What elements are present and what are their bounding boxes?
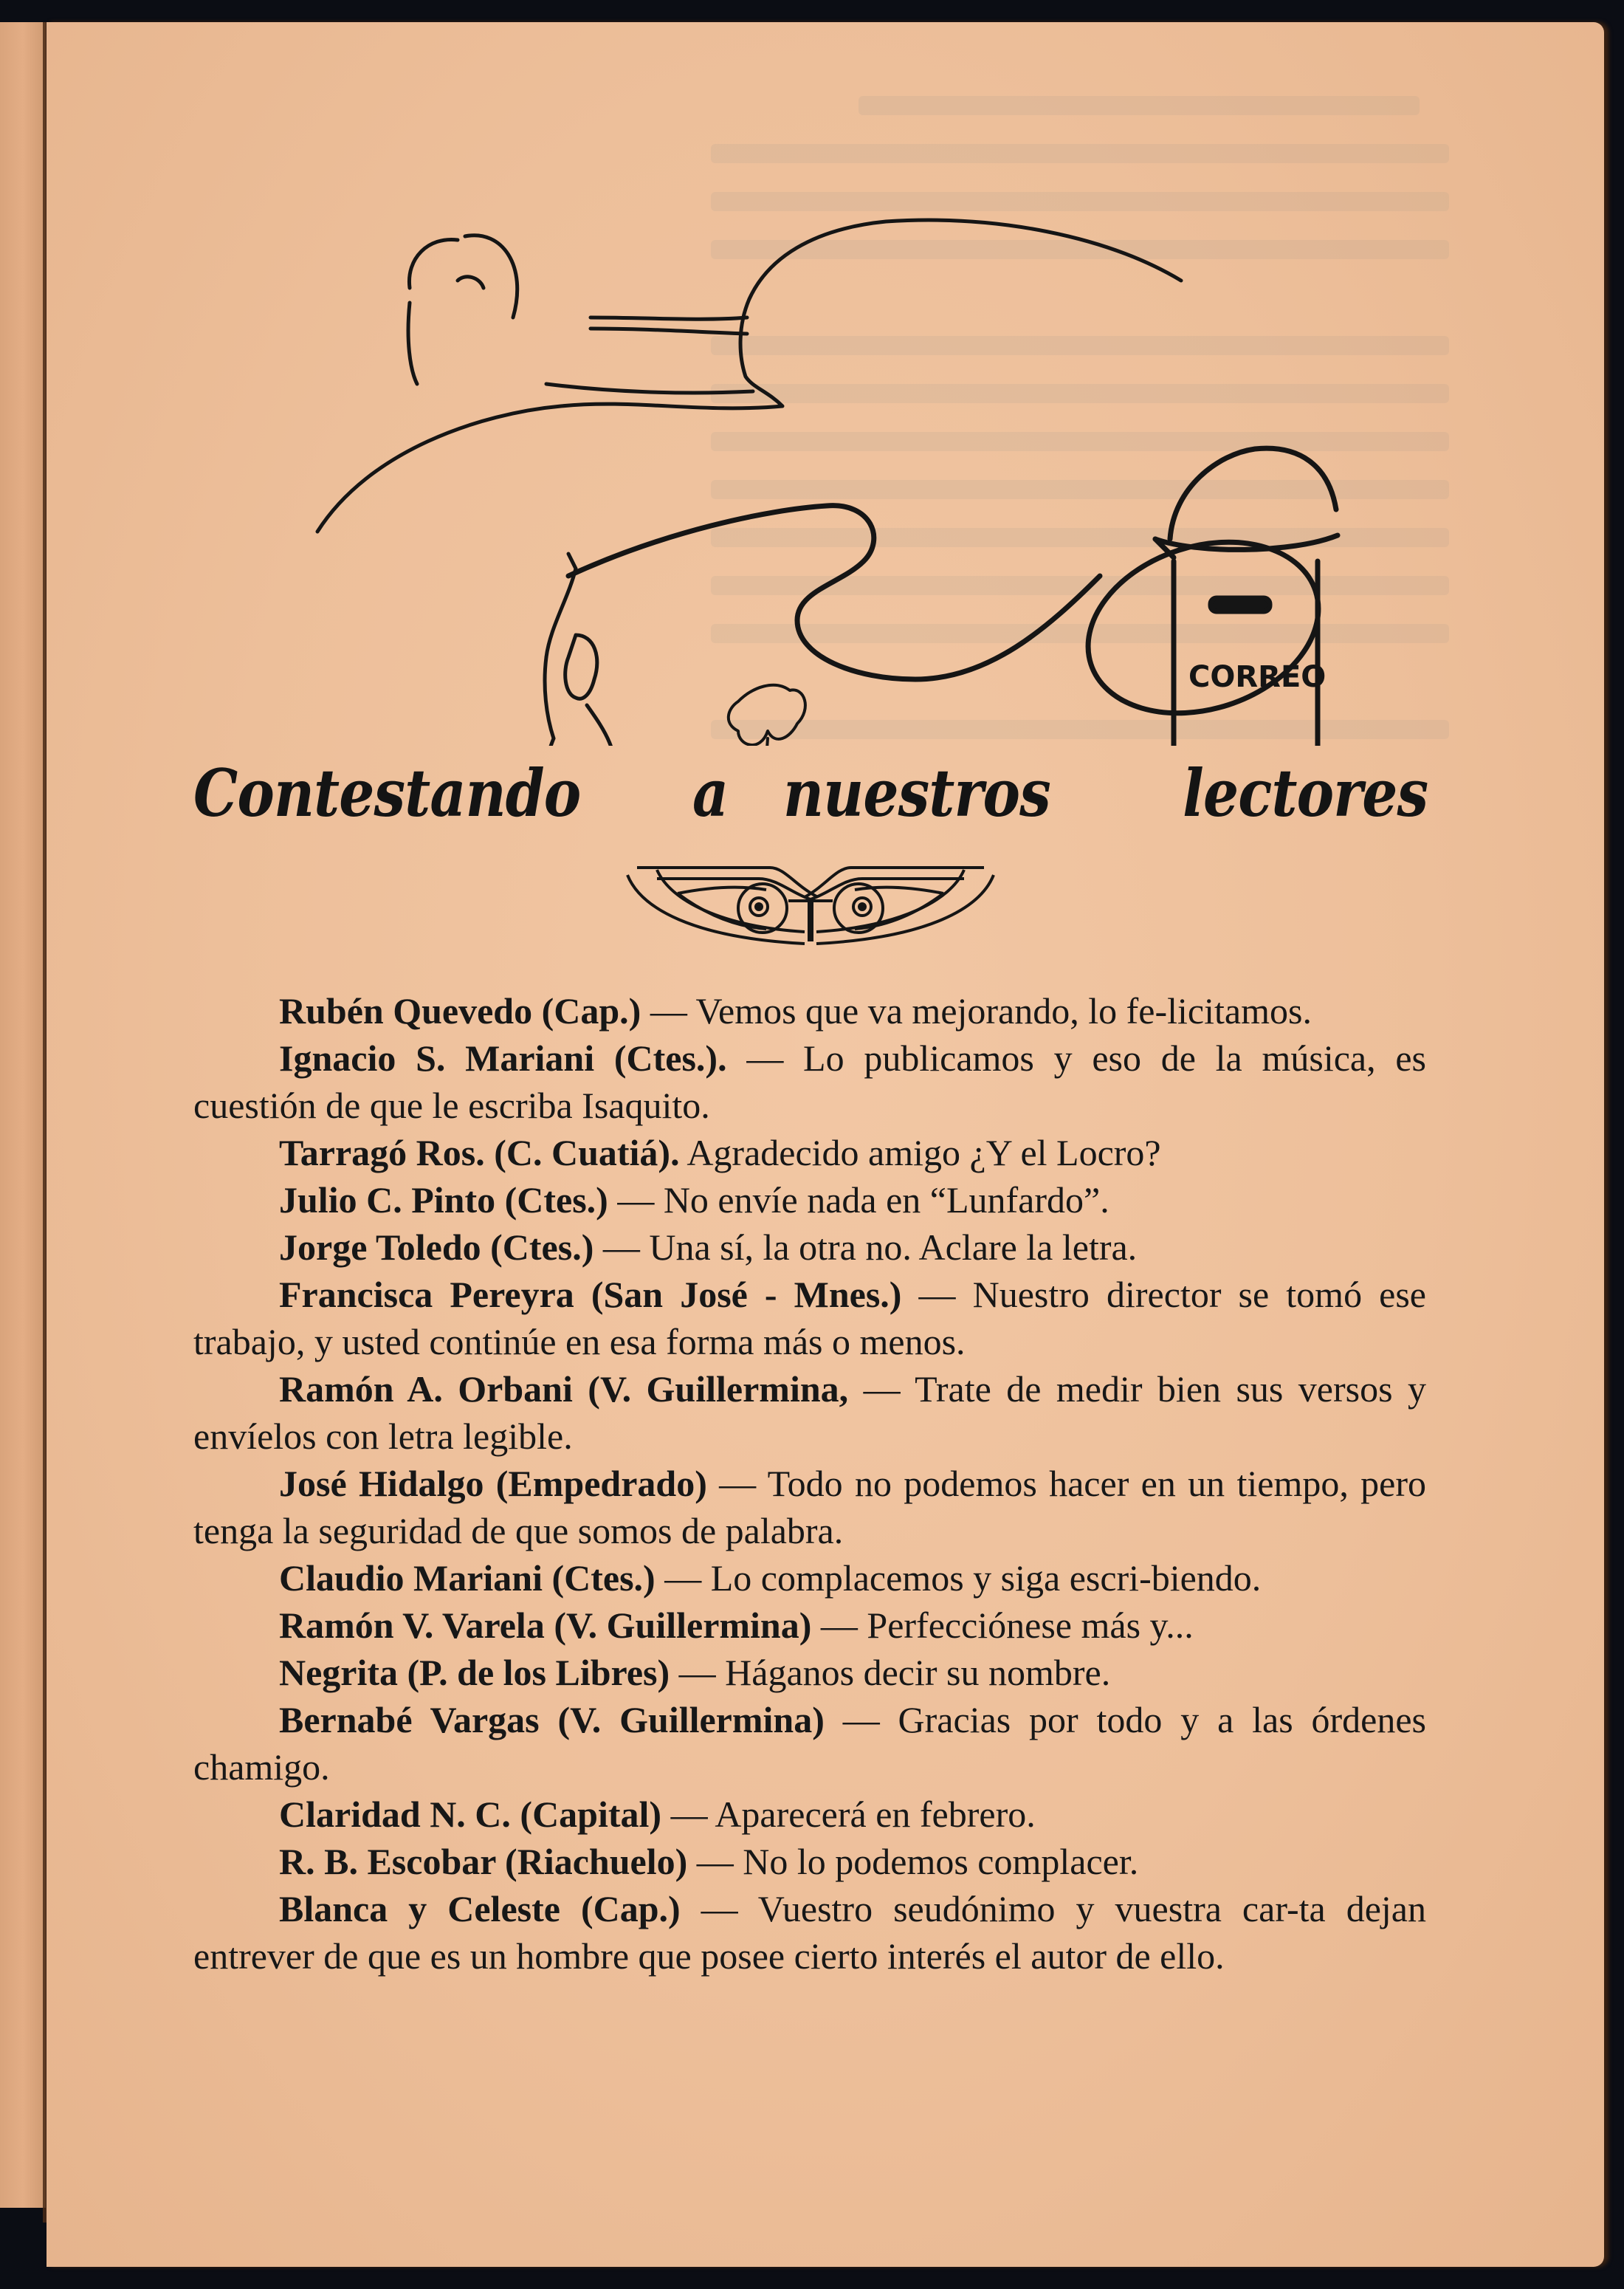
show-through-texture (859, 96, 1420, 115)
reader-name: Claudio Mariani (Ctes.) (279, 1557, 656, 1599)
reader-name: Francisca Pereyra (San José - Mnes.) (279, 1274, 902, 1315)
reply-text: — Vemos que va mejorando, lo fe-licitamos. (641, 990, 1312, 1032)
ornament-right-wing (805, 868, 994, 944)
reply-text: — Una sí, la otra no. Aclare la letra. (593, 1226, 1138, 1268)
reply-text: — Perfecciónese más y... (811, 1605, 1194, 1646)
reply-text: — Aparecerá en febrero. (661, 1794, 1036, 1835)
reply-text: — Vuestro seudónimo y vuestra car-ta dejan entrever de que es un hombre que posee cierto interés el autor de ello. (193, 1888, 1426, 1977)
reply-text: — Lo complacemos y siga escri-biendo. (655, 1557, 1262, 1599)
reader-name: José Hidalgo (Empedrado) (279, 1463, 707, 1504)
reply-text: — Lo publicamos y eso de la música, es cuestión de que le escriba Isaquito. (193, 1037, 1427, 1126)
title-word: nuestros (782, 755, 1050, 831)
reply-entry (193, 1460, 1426, 1554)
reader-name: R. B. Escobar (Riachuelo) (279, 1841, 688, 1882)
reply-text: Agradecido amigo ¿Y el Locro? (679, 1132, 1161, 1173)
reply-entry (193, 1885, 1426, 1980)
reply-entry (193, 1129, 1426, 1176)
lasso-swirl (317, 220, 1181, 532)
adjacent-page-spine (0, 22, 46, 2208)
decorative-ornament (611, 857, 1010, 949)
reader-name: Tarragó Ros. (C. Cuatiá). (279, 1132, 680, 1173)
show-through-texture (711, 144, 1449, 163)
reply-entry (193, 1034, 1426, 1129)
reply-text: — No lo podemos complacer. (687, 1841, 1139, 1882)
reader-name: Claridad N. C. (Capital) (279, 1794, 662, 1835)
title-word: lectores (1182, 755, 1428, 831)
reply-entry (193, 1649, 1426, 1696)
reader-name: Ramón A. Orbani (V. Guillermina, (279, 1368, 849, 1410)
reply-text: — Háganos decir su nombre. (670, 1652, 1111, 1693)
gaucho-figure (529, 554, 624, 746)
reply-text: — Nuestro director se tomó ese trabajo, y usted continúe en esa forma más o menos. (193, 1274, 1427, 1362)
mailbox (1155, 448, 1338, 746)
reply-entry (193, 1224, 1426, 1271)
ornament-left-wing (627, 868, 818, 944)
reply-entry (193, 987, 1426, 1034)
reply-entry (193, 1176, 1426, 1224)
reader-name: Ignacio S. Mariani (Ctes.). (279, 1037, 727, 1079)
lasso-rope (568, 506, 1341, 741)
reply-text: — Trate de medir bien sus versos y envíelos con letra legible. (193, 1368, 1426, 1457)
reader-name: Bernabé Vargas (V. Guillermina) (279, 1699, 825, 1740)
reply-entry (193, 1791, 1426, 1838)
title-word: Contestando (193, 755, 581, 831)
reply-text: — Todo no podemos hacer en un tiempo, pero tenga la seguridad de que somos de palabra. (193, 1463, 1426, 1551)
reply-entry (193, 1271, 1426, 1365)
reply-text: — No envíe nada en “Lunfardo”. (608, 1179, 1109, 1221)
reply-text: — Gracias por todo y a las órdenes chamigo. (193, 1699, 1426, 1788)
gaucho-lasso-illustration (221, 170, 1403, 746)
title-word: a (692, 755, 729, 831)
reader-name: Jorge Toledo (Ctes.) (279, 1226, 594, 1268)
reader-name: Rubén Quevedo (Cap.) (279, 990, 641, 1032)
reply-entry (193, 1696, 1426, 1791)
page-title (193, 755, 1428, 851)
reply-entry (193, 1554, 1426, 1602)
reader-name: Ramón V. Varela (V. Guillermina) (279, 1605, 812, 1646)
reply-entry (193, 1602, 1426, 1649)
fence-and-ground (266, 685, 1351, 746)
reader-name: Negrita (P. de los Libres) (279, 1652, 670, 1693)
reader-name: Blanca y Celeste (Cap.) (279, 1888, 681, 1929)
reader-replies (193, 987, 1426, 1980)
reader-name: Julio C. Pinto (Ctes.) (279, 1179, 608, 1221)
reply-entry (193, 1365, 1426, 1460)
mailbox-label-correo: CORREO (1188, 660, 1327, 694)
reply-entry (193, 1838, 1426, 1885)
